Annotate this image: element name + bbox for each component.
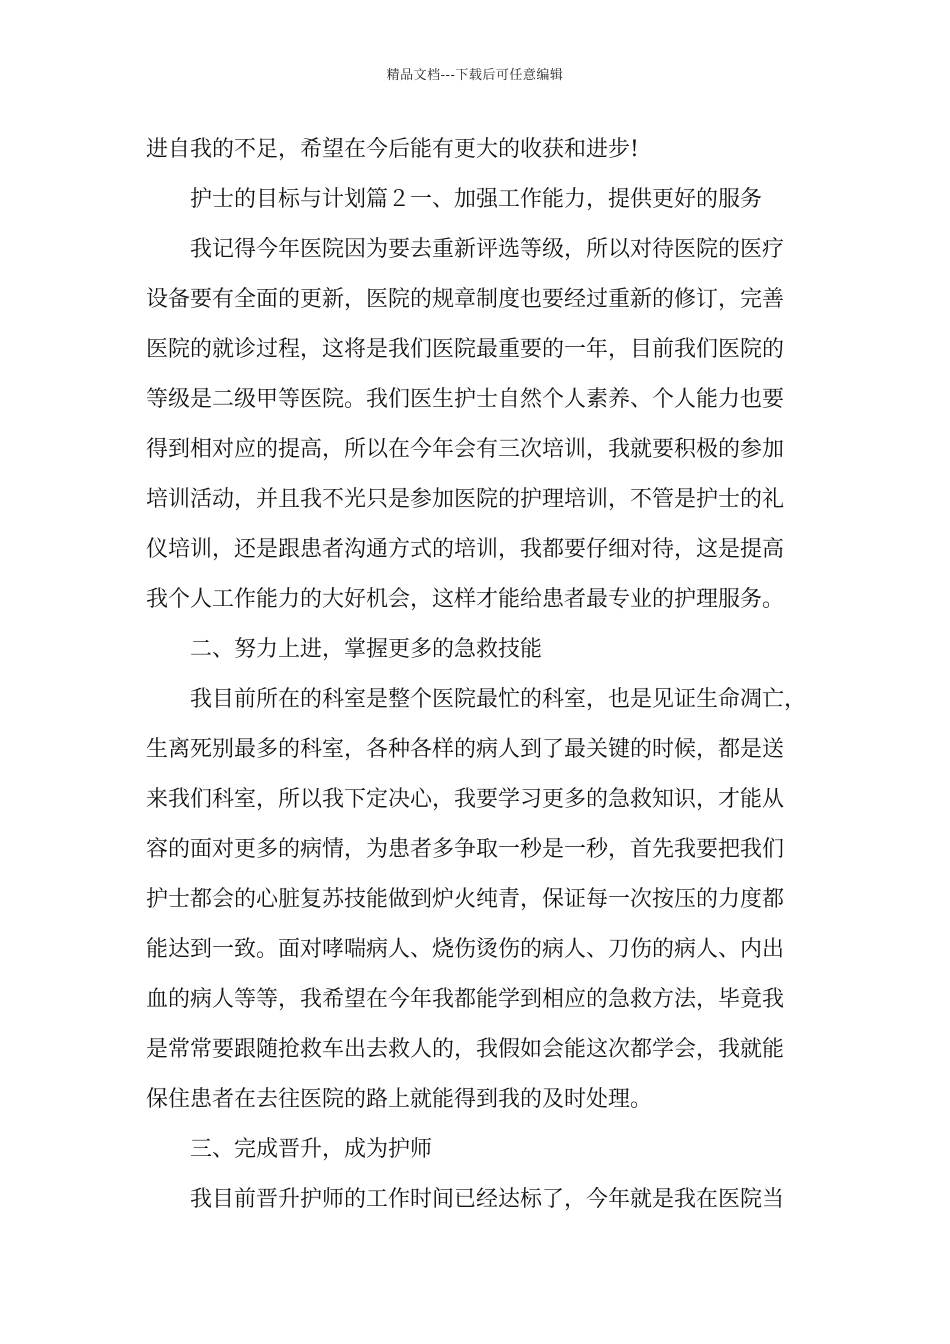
paragraph-line: 是常常要跟随抢救车出去救人的，我假如会能这次都学会，我就能 [146,1037,785,1062]
paragraph-line: 容的面对更多的病情，为患者多争取一秒是一秒，首先我要把我们 [146,837,785,862]
paragraph-line: 培训活动，并且我不光只是参加医院的护理培训，不管是护士的礼 [146,487,785,512]
section-heading: 二、努力上进，掌握更多的急救技能 [190,637,543,662]
paragraph-line: 我记得今年医院因为要去重新评选等级，所以对待医院的医疗 [190,237,785,262]
paragraph-line: 医院的就诊过程，这将是我们医院最重要的一年，目前我们医院的 [146,337,785,362]
paragraph-line: 来我们科室，所以我下定决心，我要学习更多的急救知识，才能从 [146,787,785,812]
paragraph-line: 我目前晋升护师的工作时间已经达标了，今年就是我在医院当 [190,1187,785,1212]
paragraph-line: 得到相对应的提高，所以在今年会有三次培训，我就要积极的参加 [146,437,785,462]
section-heading: 护士的目标与计划篇２一、加强工作能力，提供更好的服务 [190,187,763,212]
paragraph-line: 血的病人等等，我希望在今年我都能学到相应的急救方法，毕竟我 [146,987,785,1012]
paragraph-line: 能达到一致。面对哮喘病人、烧伤烫伤的病人、刀伤的病人、内出 [146,937,785,962]
paragraph-line: 进自我的不足，希望在今后能有更大的收获和进步! [146,137,639,162]
paragraph-line: 我目前所在的科室是整个医院最忙的科室，也是见证生命凋亡， [190,687,807,712]
paragraph-line: 仪培训，还是跟患者沟通方式的培训，我都要仔细对待，这是提高 [146,537,785,562]
paragraph-line: 护士都会的心脏复苏技能做到炉火纯青，保证每一次按压的力度都 [146,887,785,912]
paragraph-line: 保住患者在去往医院的路上就能得到我的及时处理。 [146,1087,653,1112]
paragraph-line: 等级是二级甲等医院。我们医生护士自然个人素养、个人能力也要 [146,387,785,412]
page-header: 精品文档---下载后可任意编辑 [386,68,564,83]
paragraph-line: 我个人工作能力的大好机会，这样才能给患者最专业的护理服务。 [146,587,785,612]
section-heading: 三、完成晋升，成为护师 [190,1137,433,1162]
paragraph-line: 设备要有全面的更新，医院的规章制度也要经过重新的修订，完善 [146,287,785,312]
paragraph-line: 生离死别最多的科室，各种各样的病人到了最关键的时候，都是送 [146,737,785,762]
